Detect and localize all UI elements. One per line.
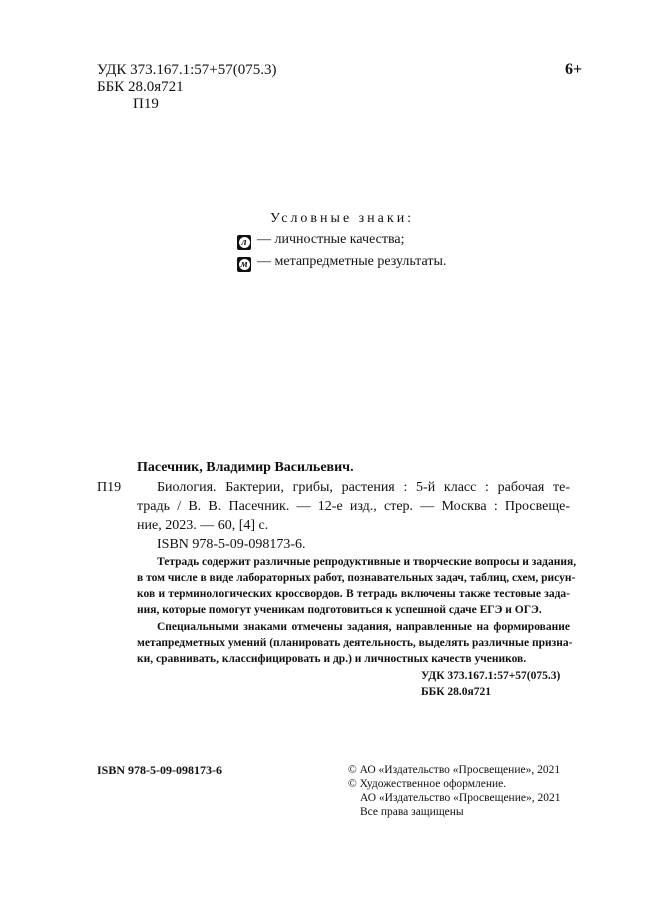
convention-text: — метапредметные результаты. xyxy=(257,254,447,269)
annotation-line: ки, сравнивать, классифицировать и др.) и личностных качеств учеников. xyxy=(137,653,527,665)
catalog-udk: УДК 373.167.1:57+57(075.3) xyxy=(421,670,561,682)
footer-isbn: ISBN 978-5-09-098173-6 xyxy=(97,763,222,777)
copyright-line: © Художественное оформление. xyxy=(348,778,507,790)
copyright-line: © АО «Издательство «Просвещение», 2021 xyxy=(348,764,561,776)
letter-m-badge-icon: м xyxy=(237,257,251,272)
rights-reserved: Все права защищены xyxy=(360,806,464,818)
catalog-isbn: ISBN 978-5-09-098173-6. xyxy=(157,537,306,552)
convention-text: — личностные качества; xyxy=(257,232,405,247)
age-rating: 6+ xyxy=(565,61,583,78)
header-bbk: ББК 28.0я721 xyxy=(97,79,184,95)
description-line: традь / В. В. Пасечник. — 12-е изд., стер. — Москва : Просвеще- xyxy=(137,499,570,514)
copyright-line: АО «Издательство «Просвещение», 2021 xyxy=(360,792,561,804)
annotation-line: Тетрадь содержит различные репродуктивные и творческие вопросы и задания, xyxy=(157,556,577,568)
annotation-line: Специальными знаками отмечены задания, направленные на формирование xyxy=(157,621,570,633)
convention-item-meta xyxy=(237,253,446,272)
letter-l-badge-icon: л xyxy=(237,235,251,250)
catalog-code: П19 xyxy=(97,480,122,495)
annotation-line: ния, которые помогут ученикам подготовиться к успешной сдаче ЕГЭ и ОГЭ. xyxy=(137,604,542,616)
description-line: ние, 2023. — 60, [4] с. xyxy=(137,518,269,533)
annotation-line: ков и терминологических кроссвордов. В тетрадь включены также тестовые зада- xyxy=(137,588,570,600)
annotation-line: в том числе в виде лабораторных работ, познавательных задач, таблиц, схем, рисун- xyxy=(137,572,576,584)
description-line: Биология. Бактерии, грибы, растения : 5-й класс : рабочая те- xyxy=(157,480,570,495)
catalog-bbk: ББК 28.0я721 xyxy=(421,686,492,698)
annotation-line: метапредметных умений (планировать деятельность, выделять различные призна- xyxy=(137,637,573,649)
catalog-author: Пасечник, Владимир Васильевич. xyxy=(137,460,354,475)
conventions-title: Условные знаки: xyxy=(270,211,415,226)
header-udk: УДК 373.167.1:57+57(075.3) xyxy=(97,62,277,78)
convention-item-personal xyxy=(237,231,405,250)
header-code: П19 xyxy=(133,96,159,112)
